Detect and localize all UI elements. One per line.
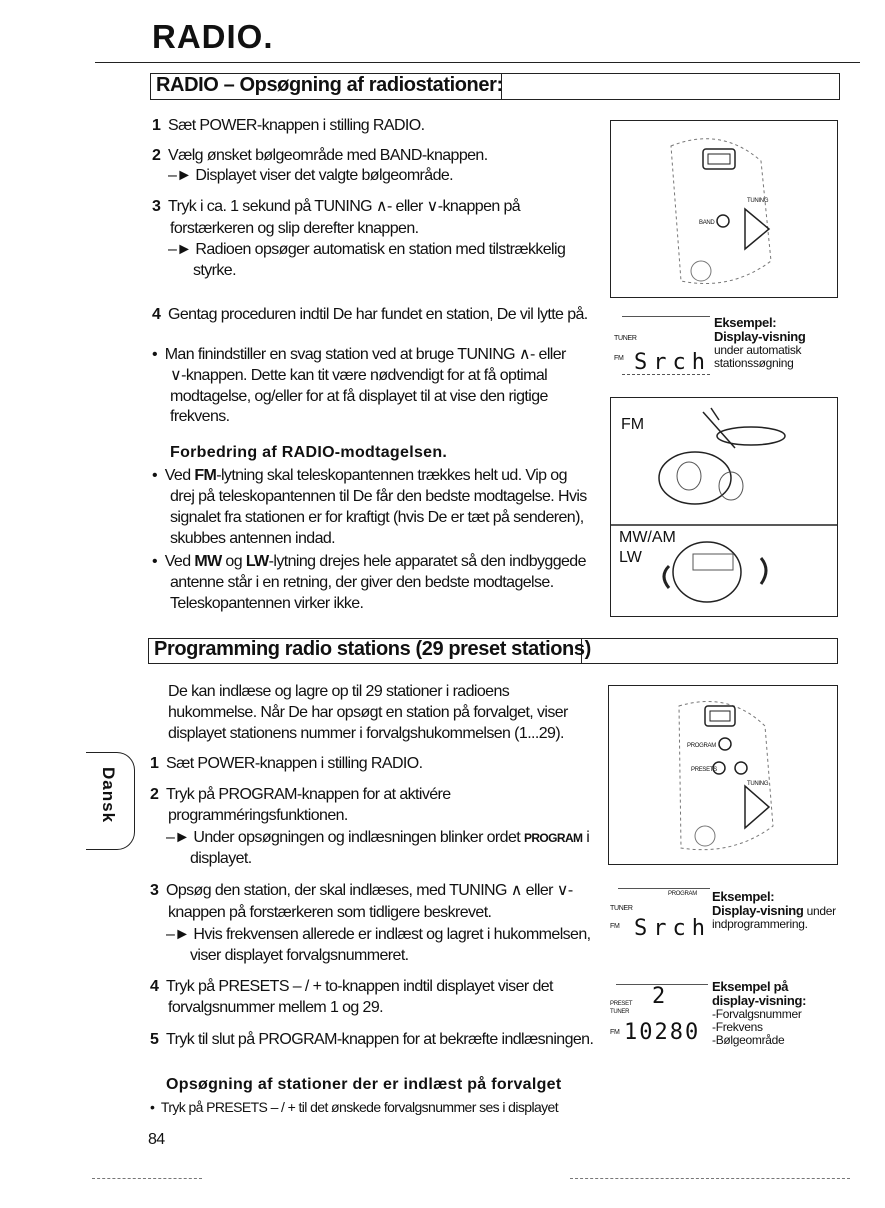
fm-bullet: • Ved FM-lytning skal teleskopantennen trækkes helt ud. Vip og <box>152 467 567 484</box>
device-illustration <box>611 121 837 297</box>
language-side-tab <box>86 752 135 850</box>
step-4: 4 Gentag proceduren indtil De har fundet en station, De vil lytte på. <box>152 306 588 323</box>
tuning-bullet-line4: frekvens. <box>170 408 230 425</box>
display-program-figure <box>608 884 878 948</box>
step-2-result: –► Displayet viser det valgte bølgeområde. <box>168 167 454 184</box>
page-number: 84 <box>148 1131 165 1148</box>
preset-search-bullet: • Tryk på PRESETS – / + til det ønskede forvalgsnummer ses i displayet <box>150 1099 559 1115</box>
intro-line1: De kan indlæse og lagre op til 29 stationer i radioens <box>168 683 510 700</box>
preset-search-heading: Opsøgning af stationer der er indlæst på forvalget <box>166 1076 562 1093</box>
step-3-result: –► Radioen opsøger automatisk en station med tilstrækkelig <box>168 241 566 258</box>
prog-step-5: 5 Tryk til slut på PROGRAM-knappen for at bekræfte indlæsningen. <box>150 1031 594 1048</box>
display-search-figure <box>610 312 870 382</box>
display-lcd: Srch <box>634 350 711 375</box>
display-caption: Eksempel: Display-visning under indprogrammering. <box>712 889 836 931</box>
display-preset-label: PRESET <box>610 1001 633 1007</box>
page-title: RADIO. <box>152 18 274 55</box>
prog-step-4: 4 Tryk på PRESETS – / + to-knappen indtil displayet viser det <box>150 978 553 995</box>
step-1: 1 Sæt POWER-knappen i stilling RADIO. <box>152 117 425 134</box>
intro-line2: hukommelse. Når De har opsøgt en station på forvalget, viser <box>168 704 568 721</box>
prog-step-3-result: –► Hvis frekvensen allerede er indlæst og lagret i hukommelsen, <box>166 926 591 943</box>
improve-heading: Forbedring af RADIO-modtagelsen. <box>170 444 448 461</box>
mw-label: MW/AM <box>619 529 676 546</box>
tuning-bullet-line3: modtagelse, og/eller for at få displayet til at vise den rigtige <box>170 388 548 405</box>
fm-bullet-line4: skubbes antennen indad. <box>170 530 336 547</box>
display-flash-label: PROGRAM <box>668 891 697 897</box>
tuning-label: TUNING <box>747 198 769 204</box>
display-bottom-rule <box>622 374 710 375</box>
language-label: Dansk <box>99 767 118 824</box>
section1-heading: RADIO – Opsøgning af radiostationer: <box>156 74 503 96</box>
antenna-figure <box>610 397 838 617</box>
device-program-illustration <box>609 686 837 864</box>
program-label: PROGRAM <box>687 743 716 749</box>
footer-rule-left <box>92 1178 202 1179</box>
step-2: 2 Vælg ønsket bølgeområde med BAND-knappen. <box>152 147 488 164</box>
display-band-label: FM <box>610 923 620 930</box>
display-band-label: FM <box>610 1029 620 1036</box>
prog-step-3-line2: knappen på forstærkeren som tidligere beskrevet. <box>168 904 492 921</box>
tuning-label: TUNING <box>747 781 769 787</box>
prog-step-3: 3 Opsøg den station, der skal indlæses, med TUNING ∧ eller ∨- <box>150 882 573 899</box>
mw-bullet: • Ved MW og LW-lytning drejes hele apparatet så den indbyggede <box>152 553 586 570</box>
display-lcd: Srch <box>634 916 711 941</box>
mw-bullet-line3: Teleskopantennen virker ikke. <box>170 595 364 612</box>
display-preset-number: 2 <box>652 984 669 1009</box>
prog-step-3-result-line2: viser displayet forvalgsnummeret. <box>190 947 409 964</box>
display-preset-figure <box>608 976 878 1068</box>
step-3-line2: forstærkeren og slip derefter knappen. <box>170 220 419 237</box>
band-label: BAND <box>699 220 715 226</box>
display-caption: Eksempel: Display-visning under automatisk stationssøgning <box>714 315 806 370</box>
fm-bullet-line2: drej på teleskopantennen til De får den bedste modtagelse. Hvis <box>170 488 587 505</box>
title-rule <box>95 62 860 63</box>
display-caption: Eksempel på display-visning: -Forvalgsnummer -Frekvens -Bølgeområde <box>712 979 807 1047</box>
footer-rule-right <box>570 1178 850 1179</box>
prog-step-2-result: –► Under opsøgningen og indlæsningen blinker ordet PROGRAM i <box>166 829 590 846</box>
presets-label: PRESETS <box>691 767 717 773</box>
fm-label: FM <box>621 416 645 433</box>
device-tuning-figure <box>610 120 838 298</box>
prog-step-4-line2: forvalgsnummer mellem 1 og 29. <box>168 999 383 1016</box>
step-3-result-line2: styrke. <box>193 262 236 279</box>
display-frequency: 10280 <box>624 1020 701 1045</box>
arrow-right-icon: –► <box>168 241 192 258</box>
display-top-rule <box>622 316 710 317</box>
mw-bullet-line2: antenne står i en retning, der giver den bedste modtagelse. <box>170 574 554 591</box>
tuning-bullet-line2: ∨-knappen. Dette kan tit være nødvendigt for at få optimal <box>170 367 548 384</box>
antenna-illustration <box>611 398 837 616</box>
arrow-right-icon: –► <box>168 167 192 184</box>
display-band-label: FM <box>614 355 624 362</box>
display-tuner-label: TUNER <box>610 1009 630 1015</box>
prog-step-2-result-line2: displayet. <box>190 850 252 867</box>
display-tuner-label: TUNER <box>610 905 633 912</box>
prog-step-2-line2: programméringsfunktionen. <box>168 807 348 824</box>
lw-label: LW <box>619 549 642 566</box>
arrow-right-icon: –► <box>166 926 190 943</box>
fm-bullet-line3: signalet fra stationen er for kraftigt (hvis De er tæt på senderen), <box>170 509 584 526</box>
step-3: 3 Tryk i ca. 1 sekund på TUNING ∧- eller ∨-knappen på <box>152 198 521 215</box>
display-tuner-label: TUNER <box>614 335 637 342</box>
intro-line3: displayet stationens nummer i forvalgshukommelsen (1...29). <box>168 725 564 742</box>
arrow-right-icon: –► <box>166 829 190 846</box>
device-program-figure <box>608 685 838 865</box>
prog-step-2: 2 Tryk på PROGRAM-knappen for at aktivére <box>150 786 451 803</box>
tuning-bullet: • Man finindstiller en svag station ved at bruge TUNING ∧- eller <box>152 346 566 363</box>
prog-step-1: 1 Sæt POWER-knappen i stilling RADIO. <box>150 755 423 772</box>
section2-heading: Programming radio stations (29 preset stations) <box>154 638 591 660</box>
